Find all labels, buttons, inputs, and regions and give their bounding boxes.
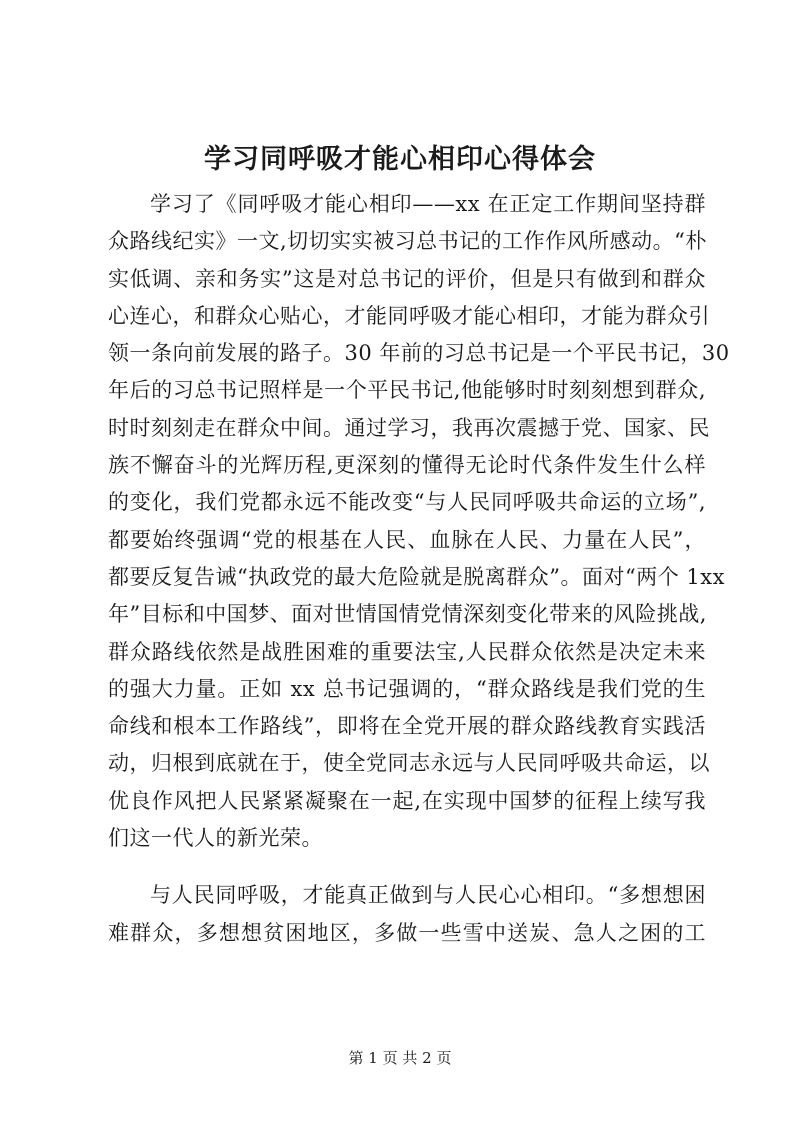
- text-line: 优良作风把人民紧紧凝聚在一起,在实现中国梦的征程上续写我: [108, 788, 706, 813]
- text-line: 都要反复告诫“执政党的最大危险就是脱离群众”。面对“两个 1xx: [108, 564, 725, 589]
- text-line: 领一条向前发展的路子。30 年前的习总书记是一个平民书记，30: [108, 341, 730, 366]
- text-line: 族不懈奋斗的光辉历程,更深刻的懂得无论时代条件发生什么样: [108, 453, 706, 478]
- text-line: 动，归根到底就在于，使全党同志永远与人民同呼吸共命运，以: [108, 751, 710, 776]
- document-title: 学习同呼吸才能心相印心得体会: [204, 144, 596, 175]
- text-line: 的强大力量。正如 xx 总书记强调的，“群众路线是我们党的生: [108, 676, 706, 701]
- text-line: 群众路线依然是战胜困难的重要法宝,人民群众依然是决定未来: [108, 639, 706, 664]
- paragraph-gap: [108, 857, 706, 877]
- text-line: 年后的习总书记照样是一个平民书记,他能够时时刻刻想到群众,: [108, 378, 706, 403]
- text-line: 与人民同呼吸，才能真正做到与人民心心相印。“多想想困: [150, 883, 706, 908]
- page-footer: 第 1 页 共 2 页: [348, 1049, 452, 1067]
- paragraph-2: [108, 877, 706, 952]
- text-line: 众路线纪实》一文,切切实实被习总书记的工作作风所感动。“朴: [108, 229, 707, 254]
- text-line: 都要始终强调“党的根基在人民、血脉在人民、力量在人民”，: [108, 527, 706, 552]
- text-line: 心连心，和群众心贴心，才能同呼吸才能心相印，才能为群众引: [108, 303, 710, 328]
- text-line: 的变化，我们党都永远不能改变“与人民同呼吸共命运的立场”,: [108, 490, 706, 515]
- document-body: [108, 186, 730, 952]
- paragraph-1: [108, 186, 730, 857]
- text-line: 时时刻刻走在群众中间。通过学习，我再次震撼于党、国家、民: [108, 415, 710, 440]
- text-line: 难群众，多想想贫困地区，多做一些雪中送炭、急人之困的工: [108, 920, 706, 945]
- text-line: 命线和根本工作路线”，即将在全党开展的群众路线教育实践活: [108, 714, 706, 739]
- text-line: 学习了《同呼吸才能心相印——xx 在正定工作期间坚持群: [150, 192, 706, 216]
- text-line: 年”目标和中国梦、面对世情国情党情深刻变化带来的风险挑战,: [108, 602, 707, 627]
- text-line: 实低调、亲和务实”这是对总书记的评价，但是只有做到和群众: [108, 266, 706, 291]
- text-line: 们这一代人的新光荣。: [108, 826, 323, 851]
